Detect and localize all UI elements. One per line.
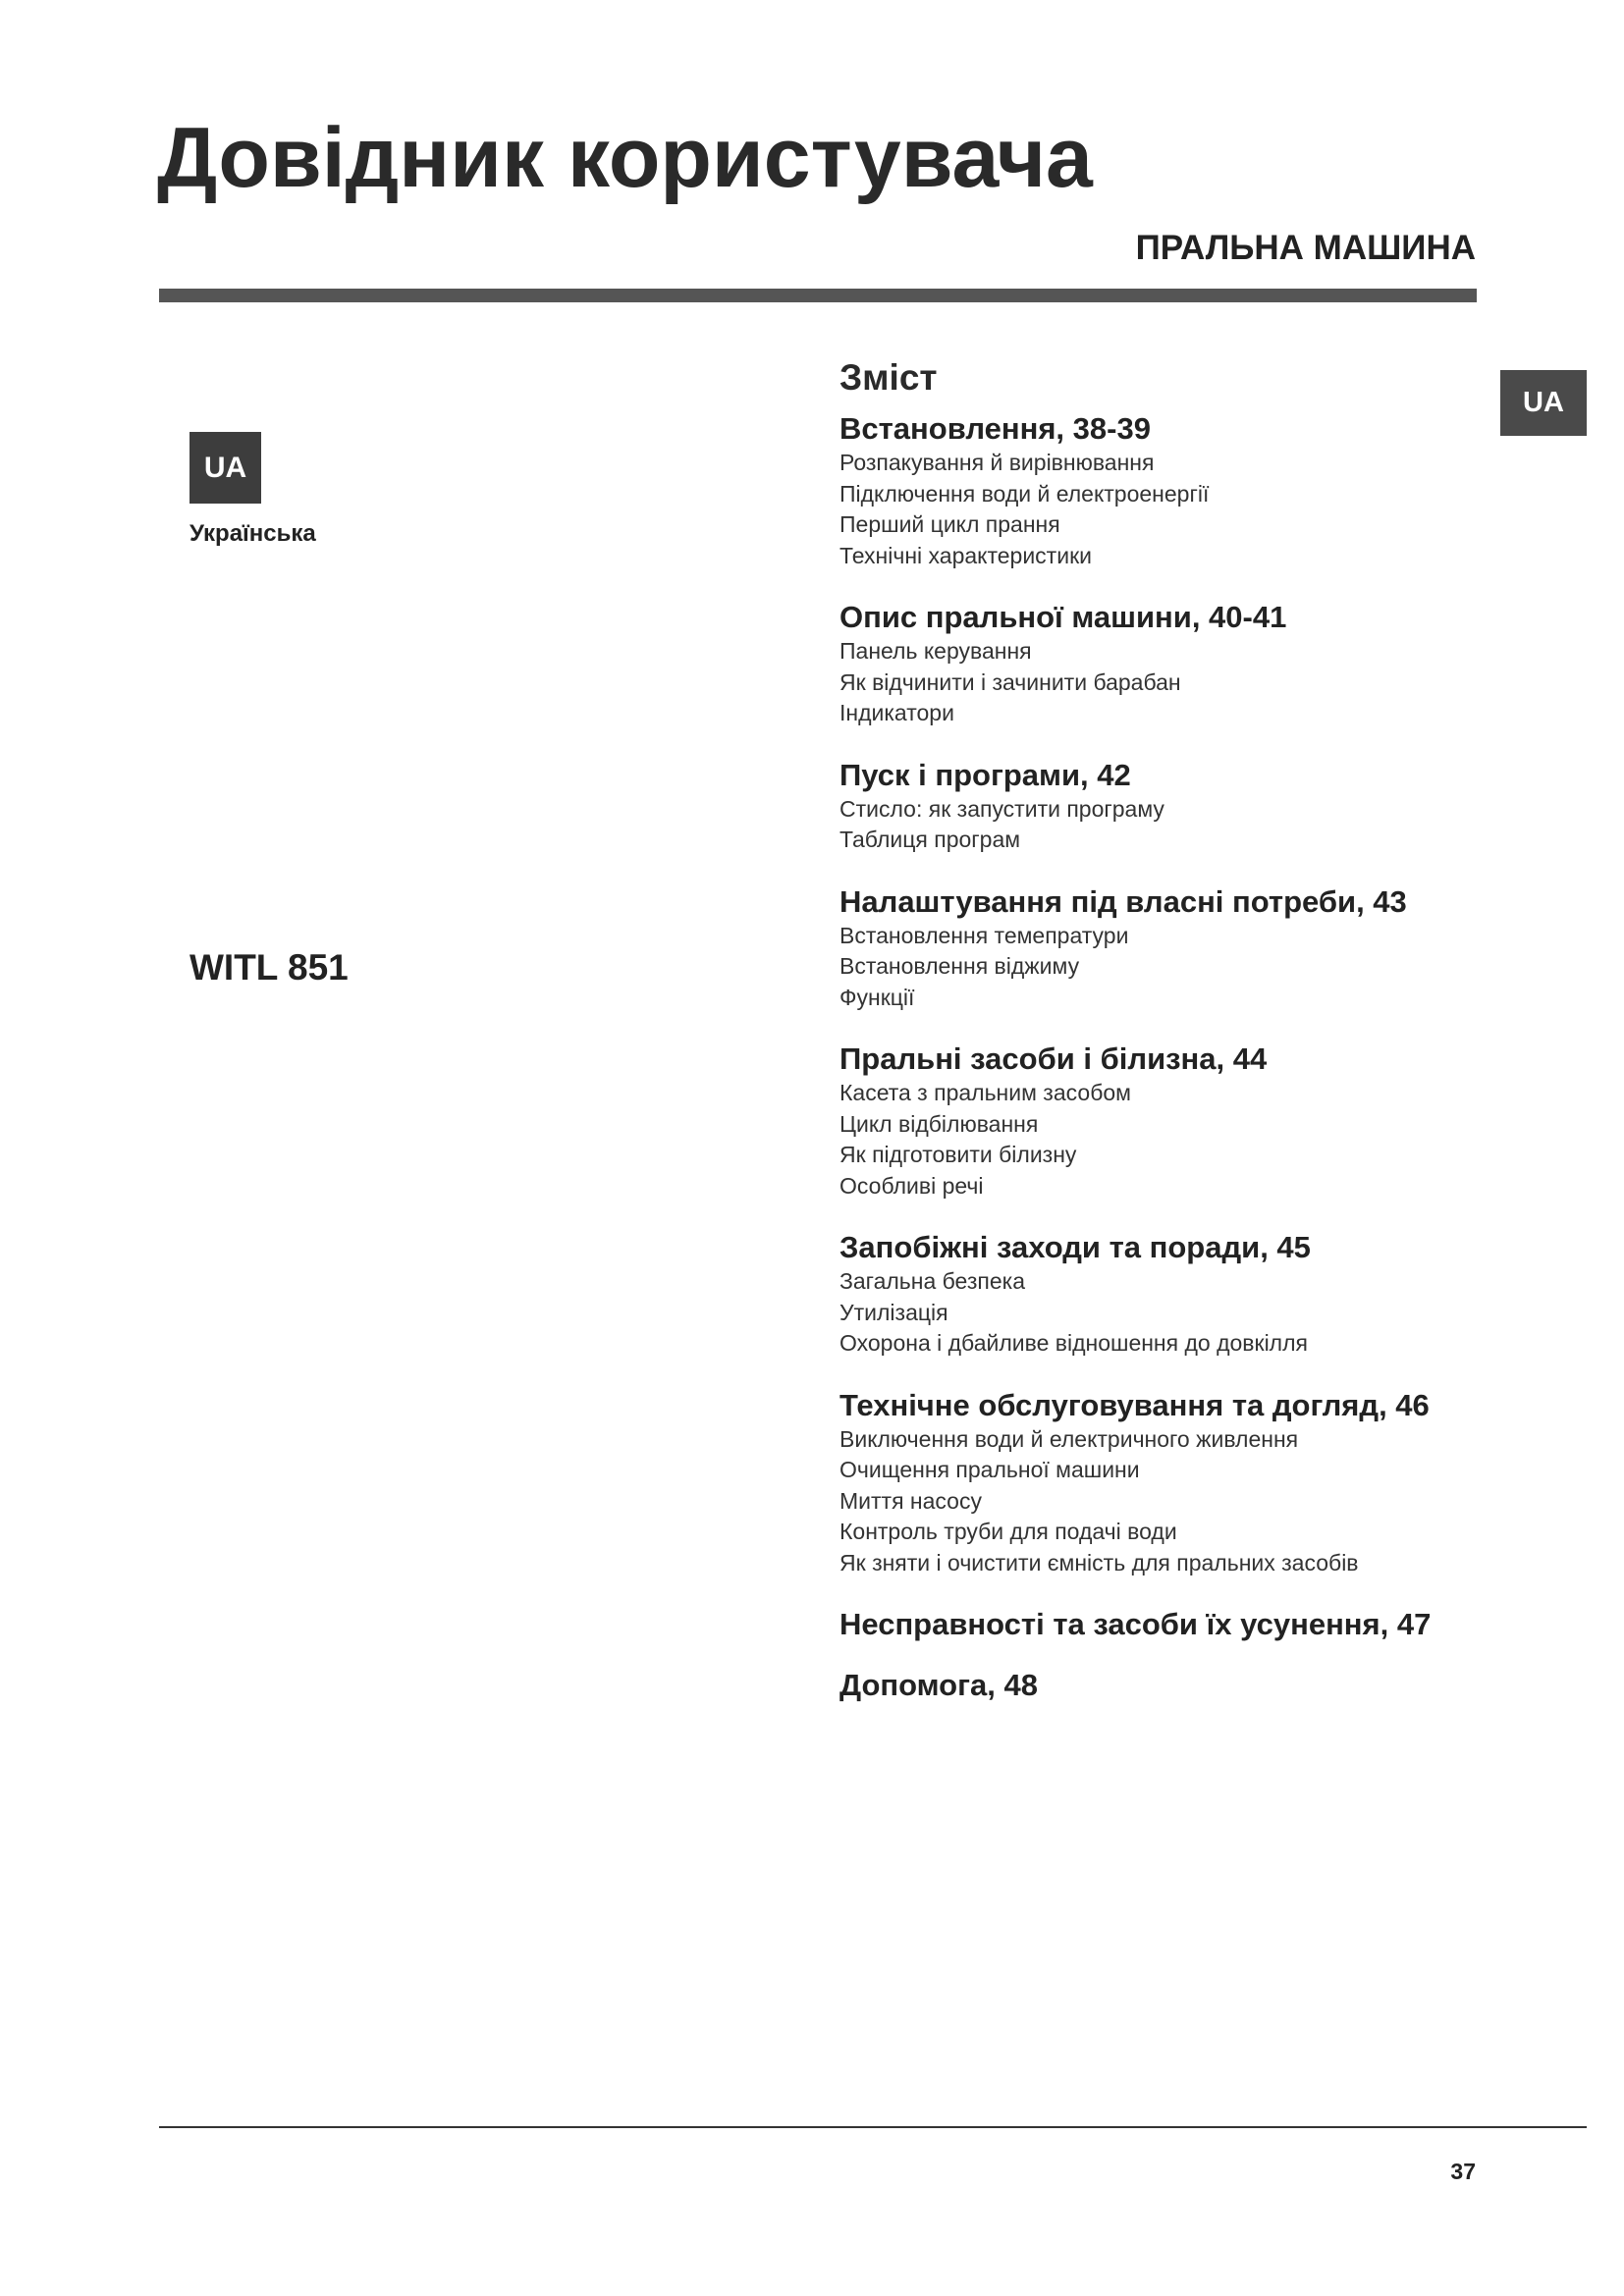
toc-item: Перший цикл прання <box>839 511 1060 537</box>
toc-section <box>839 1041 1507 1201</box>
toc-item: Як підготовити білизну <box>839 1142 1077 1167</box>
toc-item: Утилізація <box>839 1299 948 1325</box>
toc-item: Встановлення віджиму <box>839 953 1080 979</box>
footer-divider <box>159 2126 1587 2128</box>
toc-section <box>839 1229 1507 1360</box>
toc-section <box>839 883 1507 1014</box>
toc-item: Як відчинити і зачинити барабан <box>839 668 1181 695</box>
toc-section-title: Запобіжні заходи та поради, 45 <box>839 1230 1311 1264</box>
toc-heading: Зміст <box>839 357 938 398</box>
toc-item: Контроль труби для подачі води <box>839 1519 1177 1544</box>
table-of-contents <box>839 353 1507 1728</box>
toc-section-title: Пуск і програми, 42 <box>839 757 1131 792</box>
toc-item: Загальна безпека <box>839 1268 1025 1294</box>
page-number: 37 <box>1450 2159 1476 2184</box>
language-badge: UA <box>189 432 261 504</box>
toc-section-title: Опис пральної машини, 40-41 <box>839 600 1287 634</box>
toc-section <box>839 410 1507 571</box>
toc-item: Технічні характеристики <box>839 542 1092 568</box>
toc-item: Як зняти і очистити ємність для пральних засобів <box>839 1549 1359 1575</box>
toc-section <box>839 1667 1507 1704</box>
header-divider <box>159 289 1477 302</box>
toc-section-title: Технічне обслуговування та догляд, 46 <box>839 1387 1430 1422</box>
page-title: Довідник користувача <box>157 111 1093 205</box>
toc-section-title: Налаштування під власні потреби, 43 <box>839 883 1407 919</box>
document-subtitle: ПРАЛЬНА МАШИНА <box>1135 229 1476 267</box>
toc-item: Цикл відбілювання <box>839 1110 1039 1137</box>
toc-section-title: Встановлення, 38-39 <box>839 411 1151 446</box>
toc-section <box>839 757 1507 856</box>
toc-item: Особливі речі <box>839 1172 984 1199</box>
toc-item: Панель керування <box>839 638 1032 664</box>
toc-item: Встановлення темепратури <box>839 922 1129 948</box>
toc-item: Підключення води й електроенергії <box>839 480 1210 507</box>
toc-section <box>839 1387 1507 1579</box>
toc-item: Касета з пральним засобом <box>839 1080 1131 1105</box>
model-name: WITL 851 <box>189 947 349 988</box>
toc-item: Миття насосу <box>839 1487 982 1514</box>
language-side-tab: UA <box>1500 370 1587 436</box>
toc-section-title: Несправності та засоби їх усунення, 47 <box>839 1607 1432 1641</box>
toc-item: Таблиця програм <box>839 827 1021 852</box>
toc-item: Індикатори <box>839 700 954 725</box>
toc-section-title: Допомога, 48 <box>839 1668 1038 1702</box>
toc-item: Функції <box>839 984 915 1010</box>
toc-section-title: Пральні засоби і білизна, 44 <box>839 1041 1268 1076</box>
toc-section <box>839 1606 1507 1643</box>
toc-item: Стисло: як запустити програму <box>839 795 1164 822</box>
toc-item: Охорона і дбайливе відношення до довкілля <box>839 1330 1308 1356</box>
toc-item: Виключення води й електричного живлення <box>839 1425 1299 1452</box>
toc-item: Очищення пральної машини <box>839 1457 1140 1482</box>
language-name: Українська <box>189 520 316 547</box>
toc-section <box>839 599 1507 729</box>
toc-item: Розпакування й вирівнювання <box>839 450 1155 475</box>
